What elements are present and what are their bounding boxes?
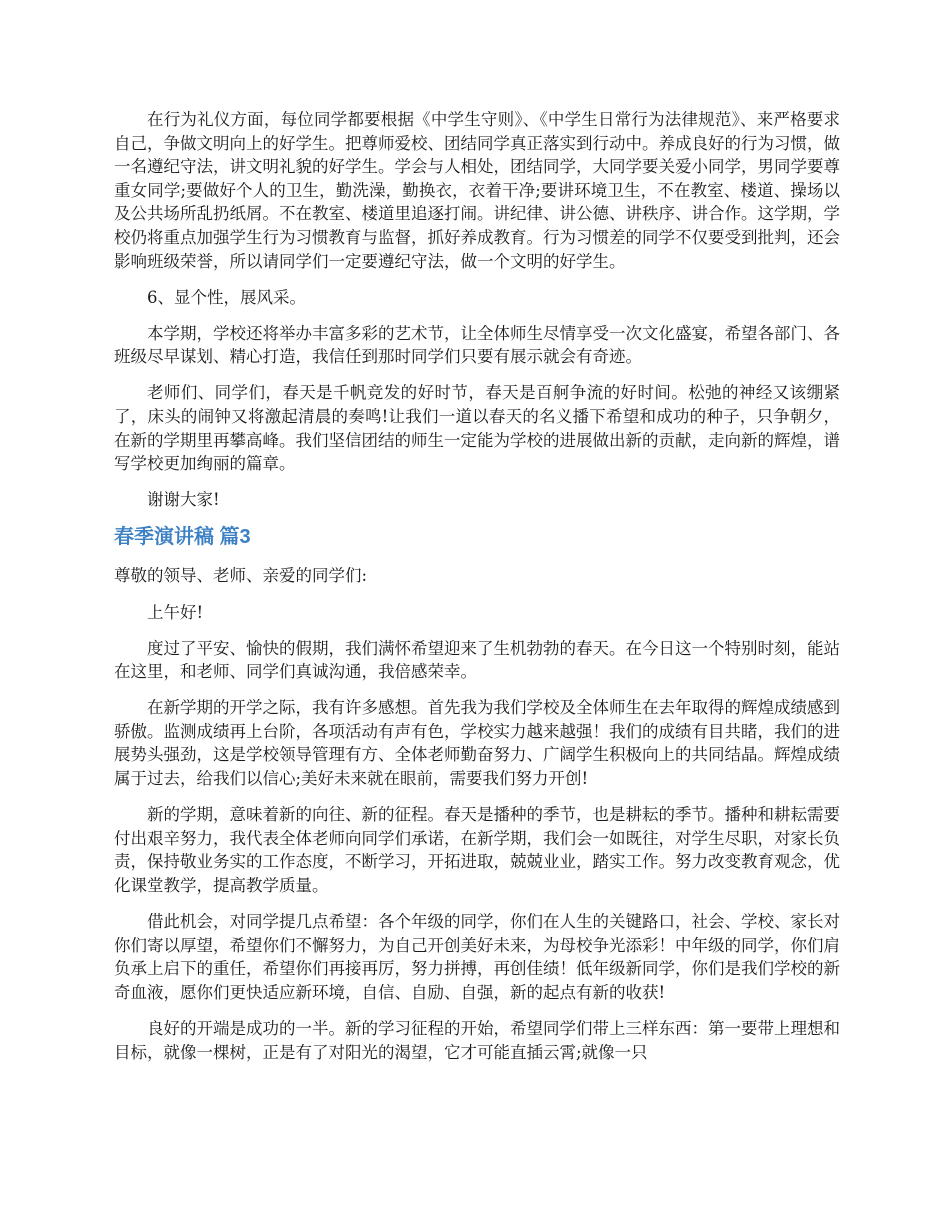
paragraph-thanks: 谢谢大家! <box>147 490 220 510</box>
paragraph-art-festival: 本学期，学校还将举办丰富多彩的艺术节，让全体师生尽情享受一次文化盛宴，希望各部门、各班级尽早谋划、精心打造，我信任到那时同学们只要有展示就会有奇迹。 <box>114 323 840 367</box>
paragraph-greeting: 上午好! <box>147 602 204 622</box>
paragraph-good-start: 良好的开端是成功的一半。新的学习征程的开始，希望同学们带上三样东西：第一要带上理想和目标，就像一棵树，正是有了对阳光的渴望，它才可能直插云霄;就像一只 <box>114 1018 840 1062</box>
paragraph-new-spring: 度过了平安、愉快的假期，我们满怀希望迎来了生机勃勃的春天。在今日这一个特别时刻，能站在这里，和老师、同学们真诚沟通，我倍感荣幸。 <box>114 638 840 682</box>
document-page <box>114 108 840 1077</box>
paragraph-spring-closing: 老师们、同学们，春天是千帆竞发的好时节，春天是百舸争流的好时间。松弛的神经又该绷紧了，床头的闹钟又将激起清晨的奏鸣!让我们一道以春天的名义播下希望和成功的种子，只争朝夕，在新的学期里再攀高峰。我们坚信团结的师生一定能为学校的进展做出新的贡献，走向新的辉煌，谱写学校更加绚丽的篇章。 <box>114 383 840 474</box>
paragraph-conduct: 在行为礼仪方面，每位同学都要根据《中学生守则》、《中学生日常行为法律规范》、来严格要求自己，争做文明向上的好学生。把尊师爱校、团结同学真正落实到行动中。养成良好的行为习惯，做一名遵纪守法，讲文明礼貌的好学生。学会与人相处，团结同学，大同学要关爱小同学，男同学要尊重女同学;要做好个人的卫生，勤洗澡，勤换衣，衣着干净;要讲环境卫生，不在教室、楼道、操场以及公共场所乱扔纸屑。不在教室、楼道里追逐打闹。讲纪律、讲公德、讲秩序、讲合作。这学期，学校仍将重点加强学生行为习惯教育与监督，抓好养成教育。行为习惯差的同学不仅要受到批判，还会影响班级荣誉，所以请同学们一定要遵纪守法，做一个文明的好学生。 <box>114 110 840 271</box>
paragraph-new-term: 新的学期，意味着新的向往、新的征程。春天是播种的季节，也是耕耘的季节。播种和耕耘需要付出艰辛努力，我代表全体老师向同学们承诺，在新学期，我们会一如既往，对学生尽职，对家长负责，保持敬业务实的工作态度，不断学习，开拓进取，兢兢业业，踏实工作。努力改变教育观念，优化课堂教学，提高教学质量。 <box>114 805 840 895</box>
paragraph-achievements: 在新学期的开学之际，我有许多感想。首先我为我们学校及全体师生在去年取得的辉煌成绩感到骄傲。监测成绩再上台阶，各项活动有声有色，学校实力越来越强！我们的成绩有目共睹，我们的进展势头强劲，这是学校领导管理有方、全体老师勤奋努力、广阔学生积极向上的共同结晶。辉煌成绩属于过去，给我们以信心;美好未来就在眼前，需要我们努力开创! <box>114 698 840 789</box>
paragraph-hopes: 借此机会，对同学提几点希望：各个年级的同学，你们在人生的关键路口，社会、学校、家长对你们寄以厚望，希望你们不懈努力，为自己开创美好未来，为母校争光添彩！中年级的同学，你们肩负承上启下的重任，希望你们再接再厉，努力拼搏，再创佳绩！低年级新同学，你们是我们学校的新奇血液，愿你们更快适应新环境，自信、自励、自强，新的起点有新的收获! <box>114 912 840 1002</box>
paragraph-point-six: 6、显个性，展风采。 <box>147 287 306 307</box>
section-heading: 春季演讲稿 篇3 <box>114 526 251 549</box>
salutation: 尊敬的领导、老师、亲爱的同学们: <box>114 566 368 586</box>
